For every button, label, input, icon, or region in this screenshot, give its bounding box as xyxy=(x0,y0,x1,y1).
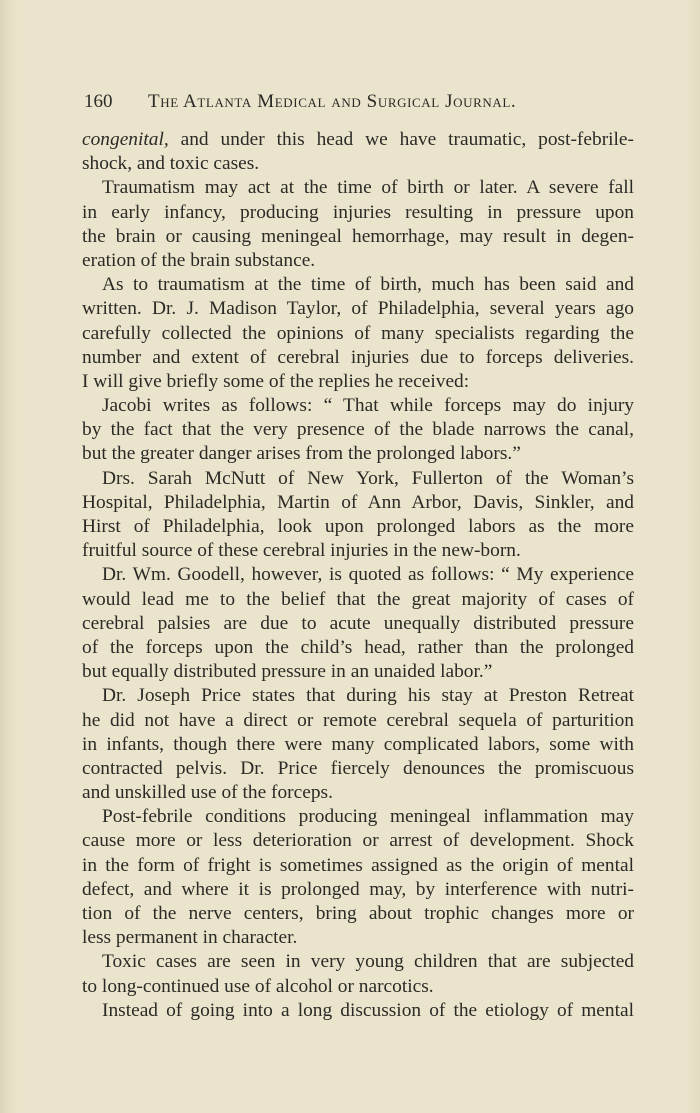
paragraph-first-line: Post-febrile conditions producing meningeal inflammation may xyxy=(102,806,634,828)
text-line: but equally distributed pressure in an unaided labor.” xyxy=(82,661,493,683)
running-header xyxy=(84,90,586,114)
text-line: tion of the nerve centers, bring about trophic changes more or xyxy=(82,903,634,924)
text-line: of the forceps upon the child’s head, rather than the prolonged xyxy=(82,636,634,658)
text-line: cerebral palsies are due to acute unequally distributed pressure xyxy=(82,612,634,634)
text-line: contracted pelvis. Dr. Price fiercely denounces the promiscuous xyxy=(82,757,634,779)
text-line: the brain or causing meningeal hemorrhage, may result in degen- xyxy=(82,225,634,247)
paragraph-first-line: Traumatism may act at the time of birth or later. A severe fall xyxy=(102,177,634,199)
paragraph-first-line: Instead of going into a long discussion of the etiology of mental xyxy=(102,999,634,1021)
text-line: defect, and where it is prolonged may, by interference with nutri- xyxy=(82,878,634,900)
text-line: to long-continued use of alcohol or narcotics. xyxy=(82,975,434,997)
paragraph-first-line: Drs. Sarah McNutt of New York, Fullerton of the Woman’s xyxy=(102,467,634,489)
paragraph-first-line: Jacobi writes as follows: “ That while forceps may do injury xyxy=(102,395,634,417)
text-line xyxy=(82,128,634,152)
italic-term: congenital, xyxy=(82,129,169,150)
text-line: fruitful source of these cerebral injuries in the new-born. xyxy=(82,540,521,562)
page-number: 160 xyxy=(84,91,113,112)
text-line: I will give briefly some of the replies he received: xyxy=(82,370,470,392)
text-line: in early infancy, producing injuries resulting in pressure upon xyxy=(82,201,634,223)
text-line: in the form of fright is sometimes assigned as the origin of mental xyxy=(82,854,634,876)
text-line: Hirst of Philadelphia, look upon prolonged labors as the more xyxy=(82,516,634,537)
line-text: and under this head we have traumatic, post-febrile- xyxy=(168,129,634,150)
text-line: would lead me to the belief that the great majority of cases of xyxy=(82,588,634,610)
text-line: Hospital, Philadelphia, Martin of Ann Arbor, Davis, Sinkler, and xyxy=(82,491,634,513)
text-line: number and extent of cerebral injuries due to forceps deliveries. xyxy=(82,346,634,368)
text-line: cause more or less deterioration or arrest of development. Shock xyxy=(82,830,634,852)
text-line: carefully collected the opinions of many specialists regarding the xyxy=(82,322,634,344)
journal-title: The Atlanta Medical and Surgical Journal. xyxy=(148,91,517,112)
text-line: he did not have a direct or remote cerebral sequela of parturition xyxy=(82,709,634,731)
text-line: written. Dr. J. Madison Taylor, of Philadelphia, several years ago xyxy=(82,298,634,320)
paragraph-first-line: Dr. Wm. Goodell, however, is quoted as follows: “ My experience xyxy=(102,564,634,586)
paragraph-first-line: Dr. Joseph Price states that during his stay at Preston Retreat xyxy=(102,685,634,707)
paragraph-first-line: As to traumatism at the time of birth, much has been said and xyxy=(102,274,634,296)
text-line: eration of the brain substance. xyxy=(82,249,316,271)
article-body xyxy=(82,128,634,1023)
text-line: by the fact that the very presence of the blade narrows the canal, xyxy=(82,419,634,441)
text-line: but the greater danger arises from the prolonged labors.” xyxy=(82,443,521,465)
text-line: shock, and toxic cases. xyxy=(82,153,260,175)
text-line: less permanent in character. xyxy=(82,927,298,949)
text-line: in infants, though there were many complicated labors, some with xyxy=(82,733,634,755)
text-line: and unskilled use of the forceps. xyxy=(82,782,333,804)
paragraph-first-line: Toxic cases are seen in very young children that are subjected xyxy=(102,951,634,973)
